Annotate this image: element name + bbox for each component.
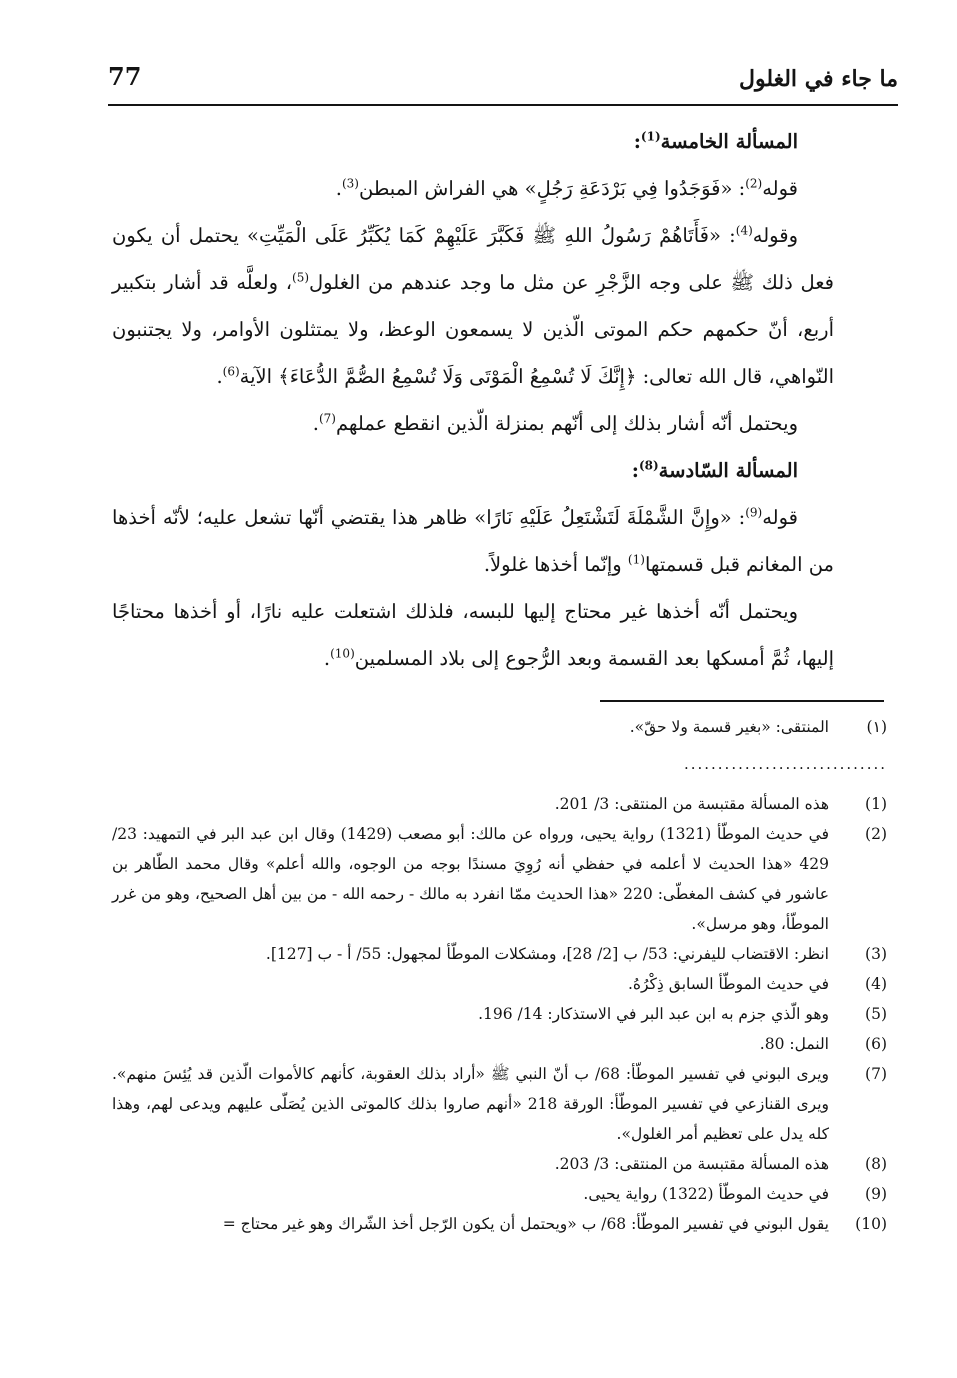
note-text: في حديث الموطّأ السابق ذِكْرُهُ. [627,975,829,993]
footnote [112,1059,887,1149]
footnote [112,1179,887,1209]
footnote [112,1209,887,1239]
footnote [112,999,887,1029]
paragraph: ويحتمل أنّه أشار بذلك إلى أنّهم بمنزلة الّذين انقطع عملهم$^{(7)}$. [312,411,798,435]
running-title: ما جاء في الغلول [738,66,898,92]
paragraph: ويحتمل أنّه أخذها غير محتاج إليها للبسه، فلذلك اشتعلت عليه نارًا، أو أخذها محتاجًا إليها، ثُمَّ أمسكها بعد القسمة وبعد الرُّجوع إلى بلاد المسلمين$^{(10)}$. [112,600,834,670]
footnote [112,789,887,819]
footnote-ref: (5) [292,270,310,285]
note-number: (10) [855,1215,887,1233]
note-text: هذه المسألة مقتبسة من المنتقى: 3/ 203. [554,1155,829,1173]
footnote [112,1029,887,1059]
section-heading-sixth: المسألة السّادسة$^{(8)}$: [631,458,798,482]
footnote-ref: (10) [330,646,355,661]
note-text: هذه المسألة مقتبسة من المنتقى: 3/ 201. [554,795,829,813]
footnote-ref: (3) [341,176,359,191]
footnote-ref: (8) [638,458,659,473]
note-text: ويرى البوني في تفسير الموطّأ: 68/ ب أنّ النبي ﷺ «أراد بذلك العقوبة، كأنهم كالأموات الّذين قد يُئِسَ منهم». ويرى القنازعي في تفسير الموطّأ: الورقة 218 «أنهم صاروا بذلك كالموتى الذين يُصَلّى عليهم ويدعى لهم، وهذا كله يدل على تعظيم أمر الغلول». [112,1065,829,1143]
paragraph: قوله$^{(9)}$: «وإِنَّ الشَّمْلَةَ لَتَشْتَعِلُ عَلَيْهِ نَارًا» ظاهر هذا يقتضي أنّها تشعل عليه؛ لأنّه أخذها من المغانم قبل قسمتها$^{(1)}$ وإنّما أخذها غلولاً. [112,505,834,576]
note-number: (8) [865,1155,887,1173]
note-text: في حديث الموطّأ (1322) رواية يحيى. [583,1185,829,1203]
footnote-ref: (7) [318,411,336,426]
note-number: (١) [866,718,887,736]
footnote-ref: (4) [735,223,753,238]
paragraph: وقوله$^{(4)}$: «فَأَتَاهُمْ رَسُولُ اللهِ ﷺ فَكَبَّرَ عَلَيْهِمْ كَمَا يُكَبِّرُ عَلَى الْمَيِّتِ» يحتمل أن يكون فعل ذلك ﷺ على وجه الزَّجْرِ عن مثل ما وجد عندهم من الغلول$^{(5)}$، ولعلَّه قد أشار بتكبير أربع، أنّ حكمهم حكم الموتى الّذين لا يسمعون الوعظ، ولا يمتثلون الأوامر، ولا يجتنبون النّواهي، قال الله تعالى: ﴿إِنَّكَ لَا تُسْمِعُ الْمَوْتَى وَلَا تُسْمِعُ الصُّمَّ الدُّعَاءَ﴾ الآية$^{(6)}$. [112,223,834,388]
section-heading-fifth: المسألة الخامسة$^{(1)}$: [633,129,798,153]
footnote [112,819,887,939]
note-number: (9) [865,1185,887,1203]
note-text: النمل: 80. [759,1035,829,1053]
dotted-separator: .............................. [683,755,887,773]
note-number: (4) [865,975,887,993]
footnote-ref: (1) [640,129,661,144]
footnote-ref: (6) [222,364,240,379]
footnote-ref: (1) [627,552,645,567]
note-text: انظر: الاقتضاب لليفرني: 53/ ب [2/ 28]، ومشكلات الموطّأ لمجهول: 55/ أ - ب [127]. [265,945,829,963]
page-number: 77 [108,62,142,91]
main-text [112,118,834,682]
note-number: (3) [865,945,887,963]
note-number: (5) [865,1005,887,1023]
note-number: (6) [865,1035,887,1053]
note-number: (7) [865,1065,887,1083]
header-rule [108,104,898,106]
note-number: (1) [865,795,887,813]
footnotes [112,712,887,1239]
footnote-rule [600,700,884,702]
apparatus-note [112,712,887,742]
footnote [112,969,887,999]
paragraph: قوله$^{(2)}$: «فَوَجَدُوا فِي بَرْدَعَةِ رَجُلٍ» هي الفراش المبطن$^{(3)}$. [335,176,798,200]
note-text: وهو الّذي جزم به ابن عبد البر في الاستذكار: 14/ 196. [478,1005,829,1023]
note-text: المنتقى: «بغير قسمة ولا حقّ». [629,718,829,736]
footnote [112,939,887,969]
note-text: يقول البوني في تفسير الموطّأ: 68/ ب «ويحتمل أن يكون الرّجل أخذ الشّراك وهو غير محتاج = [222,1215,829,1233]
footnote-ref: (9) [745,505,763,520]
note-number: (2) [865,825,887,843]
footnote [112,1149,887,1179]
footnote-ref: (2) [745,176,763,191]
note-text: في حديث الموطّأ (1321) رواية يحيى، ورواه عن مالك: أبو مصعب (1429) وقال ابن عبد البر في التمهيد: 23/ 429 «هذا الحديث لا أعلمه في حفظي أنه رُوِيَ مسندًا بوجه من الوجوه، والله أعلم» وقال محمد الطّاهر بن عاشور في كشف المغطّى: 220 «هذا الحديث ممّا انفرد به مالك - رحمه الله - من بين أهل الصحيح، وهو من غرر الموطّأ، وهو مرسل». [112,825,829,933]
page-header [108,62,898,102]
